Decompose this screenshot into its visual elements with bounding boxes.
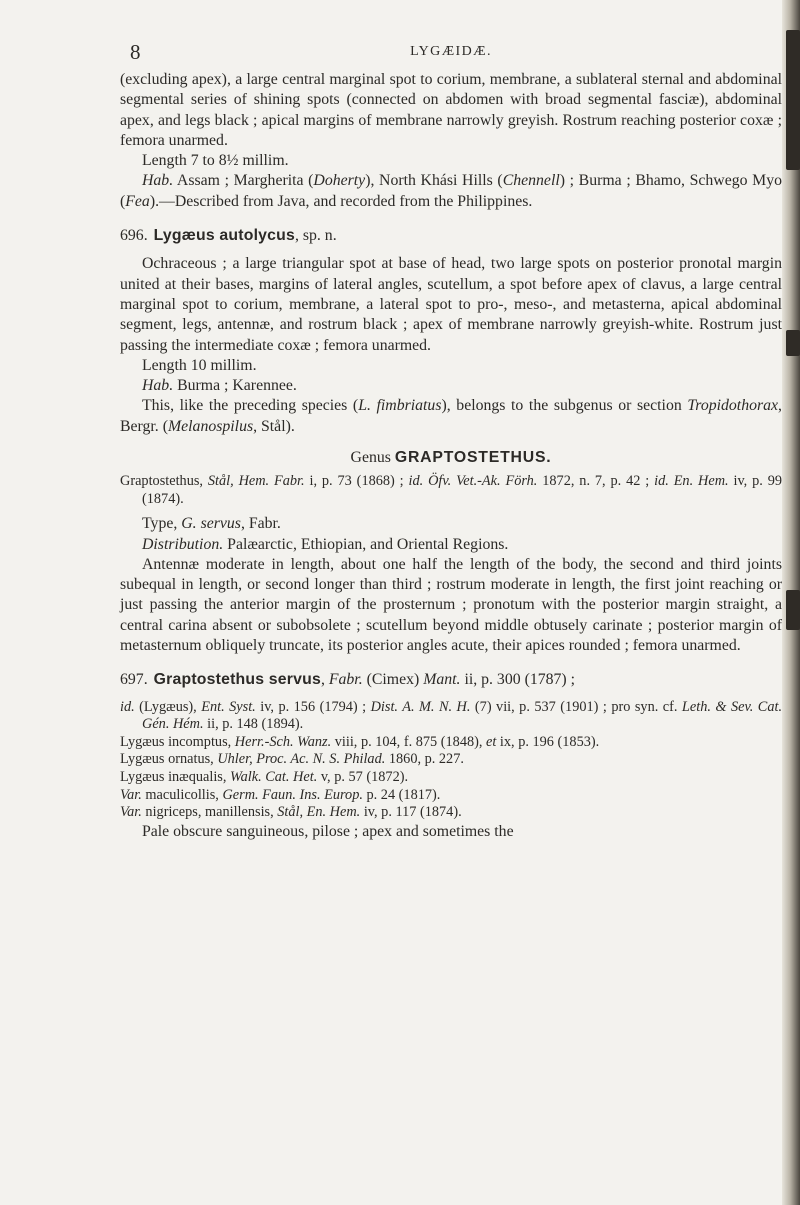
text-run: (Cimex) bbox=[362, 671, 424, 689]
text-run: iv, p. 117 (1874). bbox=[360, 804, 462, 821]
italic-text: Mant. bbox=[423, 671, 461, 689]
text-run: ix, p. 196 (1853). bbox=[496, 733, 600, 750]
reference-entry bbox=[120, 769, 782, 787]
body-paragraph bbox=[120, 376, 782, 396]
italic-text: id. En. Hem. bbox=[654, 473, 729, 490]
book-page bbox=[120, 40, 782, 842]
text-run: viii, p. 104, f. 875 (1848), bbox=[331, 733, 487, 750]
text-run: This, like the preceding species ( bbox=[142, 397, 359, 415]
text-run: nigriceps, manillensis, bbox=[141, 804, 278, 821]
body-paragraph bbox=[120, 514, 782, 534]
species-number: 697. bbox=[120, 671, 148, 689]
genus-label: Genus bbox=[350, 449, 395, 467]
italic-text: Uhler, Proc. Ac. N. S. Philad. bbox=[217, 751, 386, 768]
binding-mark bbox=[786, 590, 800, 630]
text-run: Palæarctic, Ethiopian, and Oriental Regions. bbox=[223, 535, 509, 553]
species-heading bbox=[120, 226, 782, 246]
reference-entry bbox=[120, 804, 782, 822]
italic-text: Fea bbox=[125, 192, 150, 210]
italic-text: G. servus bbox=[181, 515, 241, 533]
text-run: Lygæus incomptus, bbox=[120, 733, 235, 750]
text-run: ) ; Burma ; Bhamo, Schwego Myo ( bbox=[120, 172, 782, 210]
text-run: iv, p. 156 (1794) ; bbox=[255, 698, 371, 715]
page-number: 8 bbox=[130, 40, 141, 64]
italic-text: Walk. Cat. Het. bbox=[230, 768, 318, 785]
reference-entry bbox=[120, 734, 782, 752]
italic-text: Leth. & Sev. Cat. Gén. Hém. bbox=[142, 698, 783, 733]
binding-mark bbox=[786, 30, 800, 170]
body-paragraph bbox=[120, 535, 782, 555]
text-run: Lygæus inæqualis, bbox=[120, 768, 231, 785]
text-run: iv, p. 99 (1874). bbox=[142, 473, 783, 507]
italic-text: Tropidothorax bbox=[687, 397, 779, 415]
species-number: 696. bbox=[120, 227, 148, 245]
text-run: maculicollis, bbox=[141, 786, 223, 803]
text-run: ), North Khási Hills ( bbox=[365, 172, 503, 190]
italic-text: Hab. bbox=[142, 377, 174, 395]
body-paragraph bbox=[120, 555, 782, 656]
body-paragraph bbox=[120, 396, 782, 437]
text-run: 1872, n. 7, p. 42 ; bbox=[537, 473, 655, 490]
body-paragraph bbox=[120, 356, 782, 376]
species-name: Lygæus autolycus bbox=[153, 227, 295, 245]
reference-entry bbox=[120, 751, 782, 769]
body-paragraph bbox=[120, 70, 782, 151]
reference-entry bbox=[120, 699, 782, 734]
text-run: i, p. 73 (1868) ; bbox=[304, 473, 409, 490]
italic-text: et bbox=[486, 733, 497, 750]
genus-name: GRAPTOSTETHUS. bbox=[394, 449, 552, 467]
page-body bbox=[120, 70, 782, 842]
genus-heading bbox=[120, 449, 782, 467]
page-header bbox=[120, 40, 782, 70]
text-run: Graptostethus, bbox=[120, 473, 208, 490]
body-paragraph bbox=[120, 171, 782, 212]
body-paragraph bbox=[120, 254, 782, 355]
text-run: , Stål). bbox=[253, 417, 295, 435]
reference-entry bbox=[120, 787, 782, 805]
species-heading bbox=[120, 670, 782, 690]
species-authority: , sp. n. bbox=[294, 227, 337, 245]
species-authority: , bbox=[320, 671, 329, 689]
text-run: Type, bbox=[142, 515, 182, 533]
text-run: , Bergr. ( bbox=[120, 397, 782, 435]
italic-text: Hab. bbox=[142, 172, 174, 190]
text-run: (excluding apex), a large central marginal spot to corium, membrane, a sublateral sternal and abdominal segmental series of shining spots (connected on abdomen with broad segmental fasciæ), abdominal apex, and legs black ; apical margins of membrane narrowly greyish. Rostrum reaching posterior coxæ ; femora unarmed. bbox=[120, 71, 782, 149]
reference-entry bbox=[120, 473, 782, 508]
text-run: p. 24 (1817). bbox=[362, 786, 441, 803]
text-run: 1860, p. 227. bbox=[385, 751, 464, 768]
text-run: Burma ; Karennee. bbox=[173, 377, 297, 395]
text-run: ii, p. 148 (1894). bbox=[203, 716, 304, 733]
text-run: v, p. 57 (1872). bbox=[317, 768, 409, 785]
italic-text: Germ. Faun. Ins. Europ. bbox=[222, 786, 363, 803]
italic-text: Var. bbox=[120, 804, 142, 821]
text-run: ), belongs to the subgenus or section bbox=[441, 397, 688, 415]
italic-text: id. bbox=[120, 698, 135, 715]
italic-text: Melanospilus bbox=[167, 417, 254, 435]
italic-text: Chennell bbox=[502, 172, 560, 190]
italic-text: Distribution. bbox=[142, 535, 224, 553]
body-paragraph bbox=[120, 822, 782, 842]
italic-text: Fabr. bbox=[328, 671, 363, 689]
text-run: , Fabr. bbox=[240, 515, 281, 533]
page-edge-shadow bbox=[782, 0, 800, 1205]
text-run: Length 10 millim. bbox=[142, 356, 257, 374]
italic-text: id. Öfv. Vet.-Ak. Förh. bbox=[408, 473, 538, 490]
italic-text: Dist. A. M. N. H. bbox=[370, 698, 471, 715]
italic-text: Var. bbox=[120, 786, 142, 803]
text-run: Length 7 to 8½ millim. bbox=[142, 152, 289, 170]
italic-text: Ent. Syst. bbox=[201, 698, 256, 715]
body-paragraph bbox=[120, 151, 782, 171]
italic-text: Stål, En. Hem. bbox=[277, 804, 361, 821]
text-run: Pale obscure sanguineous, pilose ; apex and sometimes the bbox=[142, 822, 514, 840]
text-run: Lygæus ornatus, bbox=[120, 751, 218, 768]
text-run: ).—Described from Java, and recorded from the Philippines. bbox=[149, 192, 533, 210]
text-run: (Lygæus), bbox=[134, 698, 202, 715]
text-run: (7) vii, p. 537 (1901) ; pro syn. cf. bbox=[470, 698, 682, 715]
running-head: LYGÆIDÆ. bbox=[410, 44, 492, 59]
italic-text: Stål, Hem. Fabr. bbox=[207, 473, 305, 490]
species-name: Graptostethus servus bbox=[153, 671, 321, 689]
text-run: Assam ; Margherita ( bbox=[173, 172, 314, 190]
binding-mark bbox=[786, 330, 800, 356]
italic-text: L. fimbriatus bbox=[358, 397, 442, 415]
text-run: Ochraceous ; a large triangular spot at base of head, two large spots on posterior pronotal margin united at their bases, margins of lateral angles, scutellum, a spot before apex of clavus, a large central marginal spot to corium, membrane, a lateral spot to pro-, meso-, and metasterna, apical abdominal segment, legs, antennæ, and rostrum black ; apex of membrane narrowly greyish-white. Rostrum just passing the intermediate coxæ ; femora unarmed. bbox=[120, 255, 782, 354]
italic-text: Doherty bbox=[313, 172, 366, 190]
italic-text: Herr.-Sch. Wanz. bbox=[234, 733, 332, 750]
text-run: Antennæ moderate in length, about one half the length of the body, the second and third joints subequal in length, or second longer than third ; rostrum moderate in length, the first joint reaching or just passing the anterior margin of the prosternum ; pronotum with the posterior margin straight, a central carina absent or subobsolete ; scutellum beyond middle obtusely carinate ; posterior margin of metasternum obliquely truncate, its posterior angles acute, their apices rounded ; femora unarmed. bbox=[120, 555, 782, 655]
text-run: ii, p. 300 (1787) ; bbox=[460, 671, 576, 689]
